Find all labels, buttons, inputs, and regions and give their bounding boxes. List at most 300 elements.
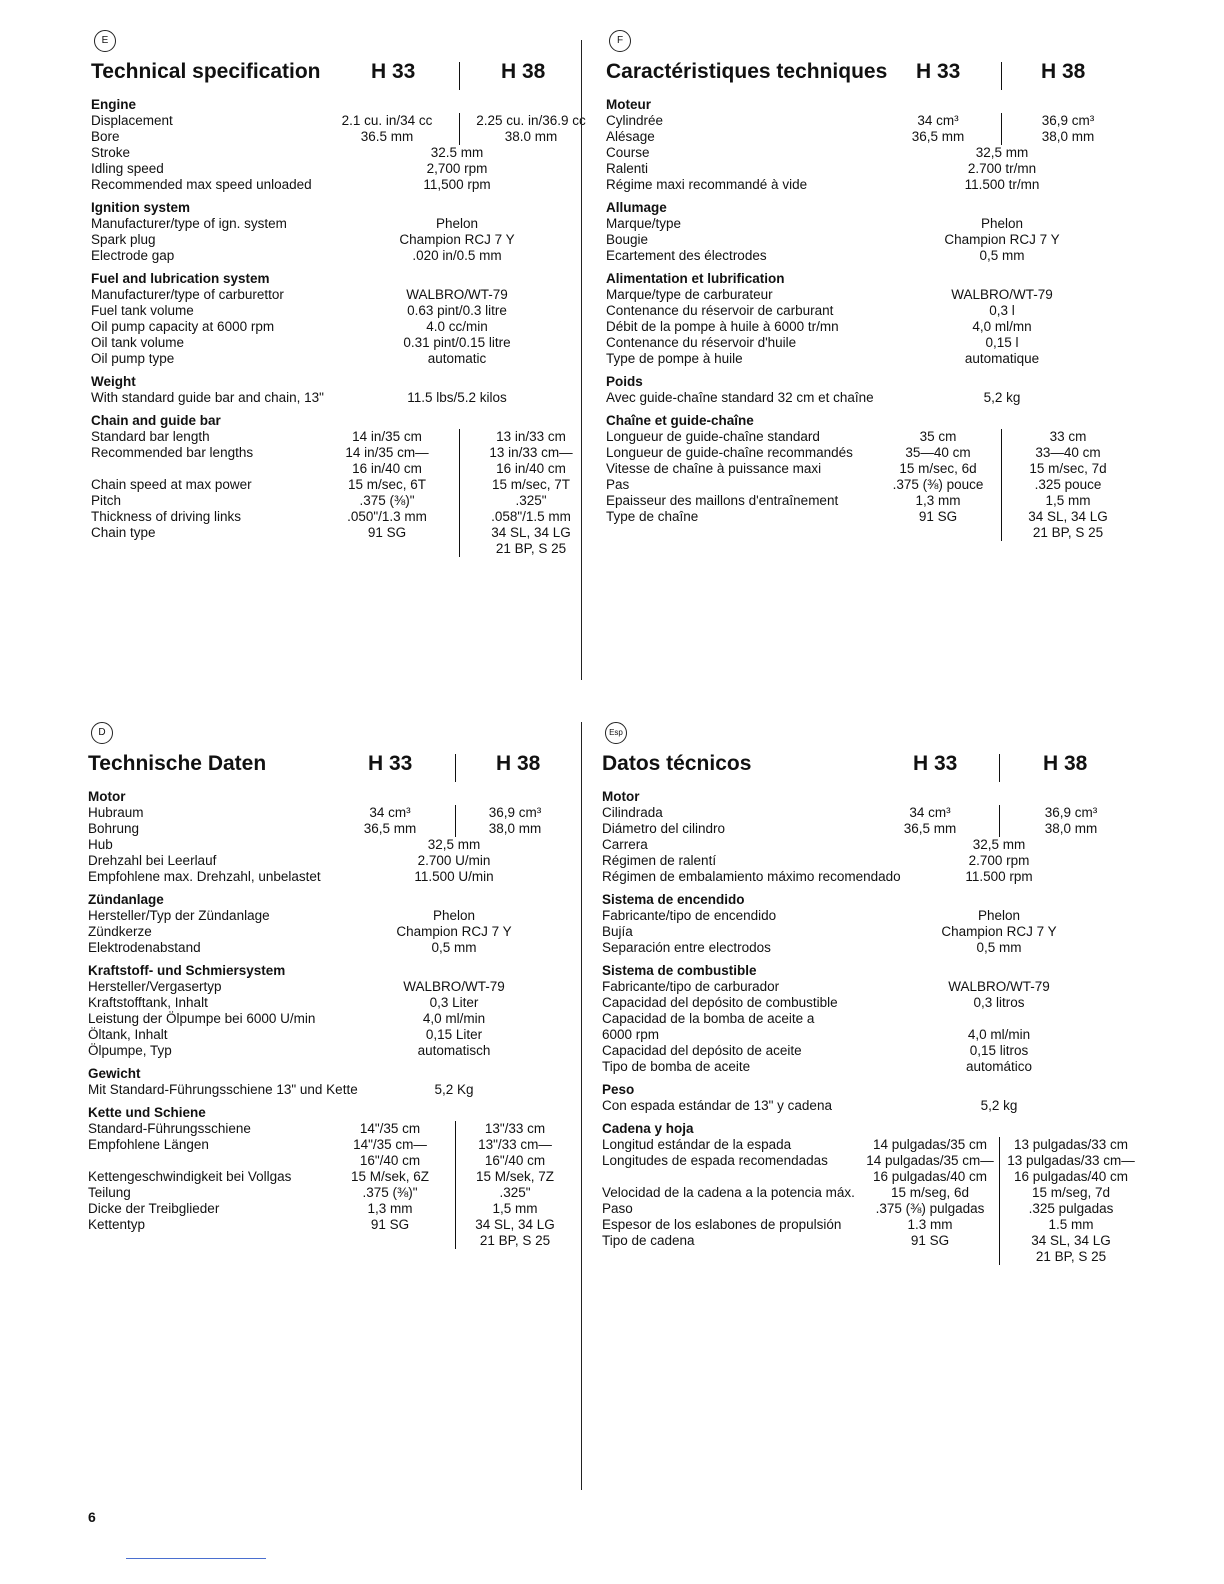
spec-value-h38: 1,5 mm	[1045, 493, 1091, 508]
spec-label: Longitudes de espada recomendadas	[602, 1153, 828, 1168]
spec-value-h38: 21 BP, S 25	[1032, 525, 1104, 540]
section-title: Datos técnicos	[602, 752, 752, 775]
spec-row	[91, 232, 586, 248]
value-divider	[1001, 525, 1002, 541]
model-divider	[459, 62, 460, 90]
model-divider	[999, 754, 1000, 782]
spec-value-h33: 91 SG	[910, 1233, 950, 1248]
spec-label: Débit de la pompe à huile à 6000 tr/mn	[606, 319, 839, 334]
spec-label: Oil pump capacity at 6000 rpm	[91, 319, 275, 334]
spec-row	[602, 1185, 1147, 1201]
spec-value-shared: 4.0 cc/min	[426, 319, 488, 334]
spec-value-h33: 91 SG	[367, 525, 407, 540]
value-divider	[1001, 129, 1002, 145]
spec-row	[88, 1201, 558, 1217]
spec-row	[606, 303, 1126, 319]
spec-value-h38: 16"/40 cm	[484, 1153, 546, 1168]
value-divider	[1001, 477, 1002, 493]
spec-value-shared: WALBRO/WT-79	[403, 979, 505, 994]
spec-row	[91, 445, 586, 461]
spec-label: Cylindrée	[606, 113, 664, 128]
spec-label: Diámetro del cilindro	[602, 821, 726, 836]
spec-label: Bohrung	[88, 821, 140, 836]
spec-value-h33: 15 m/sec, 6d	[899, 461, 977, 476]
spec-value-h38: 36,9 cm³	[1041, 113, 1095, 128]
spec-label: Régimen de embalamiento máximo recomendado	[602, 869, 901, 884]
spec-value-shared: Champion RCJ 7 Y	[944, 232, 1060, 247]
spec-value-shared: 0,5 mm	[979, 248, 1025, 263]
spec-value-h33: 1.3 mm	[907, 1217, 953, 1232]
spec-value-h38: 15 m/sec, 7T	[491, 477, 571, 492]
spec-row	[606, 390, 1126, 406]
spec-label: With standard guide bar and chain, 13"	[91, 390, 324, 405]
spec-row	[602, 1059, 1147, 1075]
spec-label: Fabricante/tipo de carburador	[602, 979, 780, 994]
spec-section-heading: Kraftstoff- und Schmiersystem	[88, 963, 286, 978]
spec-section-heading: Moteur	[606, 97, 651, 112]
spec-value-h38: 34 SL, 34 LG	[1031, 1233, 1111, 1248]
spec-row	[602, 1249, 1147, 1265]
spec-row	[606, 129, 1126, 145]
model-divider	[1001, 62, 1002, 90]
section-title: Caractéristiques techniques	[606, 60, 888, 83]
section-title: Technische Daten	[88, 752, 267, 775]
spec-label: Mit Standard-Führungsschiene 13" und Kette	[88, 1082, 358, 1097]
spec-value-h38: 13 in/33 cm—	[489, 445, 573, 460]
spec-value-shared: 0,15 l	[985, 335, 1019, 350]
spec-row	[602, 940, 1147, 956]
spec-value-h38: 38,0 mm	[488, 821, 542, 836]
spec-label: Hubraum	[88, 805, 144, 820]
spec-row	[91, 390, 586, 406]
value-divider	[459, 113, 460, 129]
spec-section-heading: Poids	[606, 374, 643, 389]
spec-row	[606, 248, 1126, 264]
spec-value-h38: .325"	[499, 1185, 531, 1200]
spec-value-shared: 0,15 litros	[969, 1043, 1029, 1058]
spec-value-h33: 36.5 mm	[360, 129, 414, 144]
spec-label: Chain type	[91, 525, 156, 540]
value-divider	[459, 541, 460, 557]
spec-label: Drehzahl bei Leerlauf	[88, 853, 217, 868]
spec-value-shared: 4,0 ml/mn	[972, 319, 1032, 334]
spec-value-shared: 0,15 Liter	[425, 1027, 483, 1042]
spec-row	[602, 1027, 1147, 1043]
value-divider	[459, 493, 460, 509]
spec-label: Öltank, Inhalt	[88, 1027, 168, 1042]
spec-value-h38: 34 SL, 34 LG	[491, 525, 571, 540]
spec-value-h33: 14 pulgadas/35 cm—	[866, 1153, 994, 1168]
spec-label: Type de pompe à huile	[606, 351, 743, 366]
spec-value-shared: 5,2 Kg	[434, 1082, 474, 1097]
spec-value-shared: 11,500 rpm	[423, 177, 491, 192]
spec-label: Displacement	[91, 113, 173, 128]
spec-label: Capacidad del depósito de aceite	[602, 1043, 802, 1058]
spec-value-h33: 14 in/35 cm—	[345, 445, 429, 460]
value-divider	[999, 1201, 1000, 1217]
spec-value-h33: 2.1 cu. in/34 cc	[341, 113, 433, 128]
spec-value-h38: 15 m/seg, 7d	[1031, 1185, 1111, 1200]
spec-label: Espesor de los eslabones de propulsión	[602, 1217, 842, 1232]
spec-value-shared: 2,700 rpm	[426, 161, 488, 176]
spec-value-h38: 38.0 mm	[504, 129, 558, 144]
value-divider	[999, 1249, 1000, 1265]
spec-value-h33: .375 (⅜) pulgadas	[875, 1201, 985, 1216]
value-divider	[999, 1153, 1000, 1169]
spec-value-shared: Champion RCJ 7 Y	[396, 924, 512, 939]
spec-row	[88, 940, 558, 956]
spec-value-h33: 1,3 mm	[367, 1201, 413, 1216]
spec-row	[91, 303, 586, 319]
spec-value-h33: 34 cm³	[917, 113, 959, 128]
value-divider	[455, 1185, 456, 1201]
spec-value-h33: 36,5 mm	[903, 821, 957, 836]
value-divider	[999, 1185, 1000, 1201]
spec-row	[602, 1217, 1147, 1233]
value-divider	[455, 1217, 456, 1233]
model-divider	[455, 754, 456, 782]
spec-section-heading: Gewicht	[88, 1066, 141, 1081]
spec-section-heading: Engine	[91, 97, 137, 112]
spec-value-h33: 35—40 cm	[905, 445, 971, 460]
value-divider	[459, 461, 460, 477]
spec-value-h33: 34 cm³	[909, 805, 951, 820]
spec-row	[91, 177, 586, 193]
spec-row	[88, 1185, 558, 1201]
spec-row	[88, 979, 558, 995]
spec-section-heading: Fuel and lubrication system	[91, 271, 270, 286]
footer-rule	[126, 1558, 266, 1559]
spec-row	[606, 477, 1126, 493]
spec-row	[91, 525, 586, 541]
spec-value-h38: 33 cm	[1049, 429, 1087, 444]
spec-row	[88, 1027, 558, 1043]
spec-row	[602, 869, 1147, 885]
spec-label: Tipo de bomba de aceite	[602, 1059, 751, 1074]
spec-value-h33: 14 pulgadas/35 cm	[872, 1137, 988, 1152]
spec-row	[606, 232, 1126, 248]
spec-label: Oil pump type	[91, 351, 175, 366]
spec-label: Ölpumpe, Typ	[88, 1043, 172, 1058]
spec-row	[91, 129, 586, 145]
spec-value-h33: 34 cm³	[369, 805, 411, 820]
spec-label: Marque/type	[606, 216, 682, 231]
spec-value-shared: WALBRO/WT-79	[406, 287, 508, 302]
spec-label: Fabricante/tipo de encendido	[602, 908, 777, 923]
spec-label: Capacidad del depósito de combustible	[602, 995, 838, 1010]
spec-label: Course	[606, 145, 650, 160]
spec-label: Type de chaîne	[606, 509, 699, 524]
model-h38-label: H 38	[1041, 60, 1086, 83]
value-divider	[1001, 429, 1002, 445]
spec-row	[606, 351, 1126, 367]
value-divider	[459, 445, 460, 461]
spec-section-heading: Sistema de combustible	[602, 963, 757, 978]
spec-label: Standard-Führungsschiene	[88, 1121, 251, 1136]
spec-value-h33: 14"/35 cm—	[353, 1137, 427, 1152]
value-divider	[999, 1137, 1000, 1153]
spec-label: Pitch	[91, 493, 122, 508]
column-divider-top	[581, 40, 582, 680]
spec-section-heading: Motor	[602, 789, 640, 804]
spec-value-shared: 0,3 litros	[973, 995, 1025, 1010]
model-h33-label: H 33	[913, 752, 958, 775]
spec-row	[88, 1153, 558, 1169]
spec-row	[91, 541, 586, 557]
spec-value-shared: automatisch	[417, 1043, 491, 1058]
model-h33-label: H 33	[916, 60, 961, 83]
spec-label: Contenance du réservoir de carburant	[606, 303, 834, 318]
spec-row	[602, 1153, 1147, 1169]
spec-row	[88, 908, 558, 924]
spec-value-shared: 11.500 rpm	[965, 869, 1033, 884]
spec-value-h33: .050"/1.3 mm	[347, 509, 427, 524]
value-divider	[455, 821, 456, 837]
spec-value-h33: 36,5 mm	[363, 821, 417, 836]
page-number: 6	[88, 1509, 96, 1525]
spec-row	[602, 924, 1147, 940]
spec-value-shared: 2.700 rpm	[968, 853, 1030, 868]
spec-label: Dicke der Treibglieder	[88, 1201, 220, 1216]
spec-value-shared: .020 in/0.5 mm	[412, 248, 502, 263]
spec-label: Ralenti	[606, 161, 649, 176]
spec-label: Bujía	[602, 924, 633, 939]
spec-panel-french	[606, 30, 1126, 541]
spec-value-h33: 15 m/seg, 6d	[890, 1185, 970, 1200]
spec-label: Chain speed at max power	[91, 477, 252, 492]
spec-label: Régimen de ralentí	[602, 853, 717, 868]
spec-value-shared: Phelon	[977, 908, 1021, 923]
spec-row	[88, 1233, 558, 1249]
language-badge: E	[94, 30, 116, 52]
spec-row	[91, 113, 586, 129]
spec-label: Alésage	[606, 129, 655, 144]
value-divider	[1001, 493, 1002, 509]
spec-value-shared: Phelon	[432, 908, 476, 923]
spec-section-heading: Allumage	[606, 200, 667, 215]
model-h38-label: H 38	[501, 60, 546, 83]
spec-row	[602, 1098, 1147, 1114]
spec-label: Spark plug	[91, 232, 156, 247]
spec-row	[602, 908, 1147, 924]
spec-value-h38: 13"/33 cm	[484, 1121, 546, 1136]
spec-value-shared: 5,2 kg	[980, 1098, 1018, 1113]
spec-row	[606, 319, 1126, 335]
spec-value-h38: 34 SL, 34 LG	[1028, 509, 1108, 524]
spec-label: Avec guide-chaîne standard 32 cm et chaîne	[606, 390, 874, 405]
spec-label: Hersteller/Typ der Zündanlage	[88, 908, 270, 923]
spec-label: Manufacturer/type of carburettor	[91, 287, 284, 302]
spec-value-shared: 5,2 kg	[983, 390, 1021, 405]
spec-label: Separación entre electrodos	[602, 940, 771, 955]
value-divider	[1001, 509, 1002, 525]
spec-row	[602, 1137, 1147, 1153]
spec-label: Contenance du réservoir d'huile	[606, 335, 797, 350]
spec-value-h38: 16 in/40 cm	[496, 461, 566, 476]
spec-label: Elektrodenabstand	[88, 940, 201, 955]
spec-value-shared: Champion RCJ 7 Y	[941, 924, 1057, 939]
spec-label: Kraftstofftank, Inhalt	[88, 995, 208, 1010]
spec-value-h38: 13"/33 cm—	[478, 1137, 552, 1152]
spec-row	[606, 177, 1126, 193]
spec-row	[88, 924, 558, 940]
spec-value-h38: .325 pulgadas	[1028, 1201, 1114, 1216]
value-divider	[459, 525, 460, 541]
spec-row	[91, 335, 586, 351]
value-divider	[459, 429, 460, 445]
spec-label: Bougie	[606, 232, 649, 247]
spec-value-h38: 13 pulgadas/33 cm—	[1007, 1153, 1135, 1168]
spec-value-shared: 0.63 pint/0.3 litre	[407, 303, 507, 318]
spec-value-shared: 11.500 U/min	[414, 869, 494, 884]
spec-section-heading: Peso	[602, 1082, 635, 1097]
spec-value-h38: 36,9 cm³	[488, 805, 542, 820]
value-divider	[455, 1233, 456, 1249]
spec-label: Stroke	[91, 145, 131, 160]
spec-value-shared: 4,0 ml/min	[422, 1011, 486, 1026]
value-divider	[455, 1121, 456, 1137]
spec-row	[88, 1082, 558, 1098]
spec-value-h38: 38,0 mm	[1044, 821, 1098, 836]
spec-section-heading: Sistema de encendido	[602, 892, 745, 907]
spec-value-h38: .325"	[515, 493, 547, 508]
spec-label: Empfohlene max. Drehzahl, unbelastet	[88, 869, 321, 884]
value-divider	[455, 1137, 456, 1153]
spec-row	[602, 979, 1147, 995]
language-badge: F	[609, 30, 631, 52]
spec-value-h33: 16 pulgadas/40 cm	[872, 1169, 988, 1184]
spec-row	[91, 477, 586, 493]
spec-label: Pas	[606, 477, 630, 492]
spec-label: Con espada estándar de 13" y cadena	[602, 1098, 832, 1113]
spec-row	[606, 493, 1126, 509]
spec-row	[602, 1201, 1147, 1217]
spec-label: Thickness of driving links	[91, 509, 242, 524]
value-divider	[455, 1201, 456, 1217]
spec-value-h38: 33—40 cm	[1035, 445, 1101, 460]
spec-row	[88, 1043, 558, 1059]
spec-row	[91, 509, 586, 525]
spec-row	[602, 1043, 1147, 1059]
spec-value-shared: automático	[965, 1059, 1033, 1074]
spec-row	[91, 145, 586, 161]
spec-label: Longitud estándar de la espada	[602, 1137, 792, 1152]
spec-value-h33: .375 (⅜) pouce	[892, 477, 984, 492]
spec-row	[91, 493, 586, 509]
spec-label: Recommended max speed unloaded	[91, 177, 312, 192]
spec-row	[88, 1137, 558, 1153]
spec-row	[88, 805, 558, 821]
spec-value-shared: WALBRO/WT-79	[948, 979, 1050, 994]
spec-row	[91, 161, 586, 177]
spec-value-h33: .375 (⅜)"	[359, 493, 415, 508]
spec-row	[606, 113, 1126, 129]
model-h33-label: H 33	[371, 60, 416, 83]
spec-value-h38: 21 BP, S 25	[479, 1233, 551, 1248]
spec-section-heading: Chaîne et guide-chaîne	[606, 413, 754, 428]
spec-row	[606, 161, 1126, 177]
spec-row	[606, 461, 1126, 477]
spec-value-shared: 2.700 tr/mn	[967, 161, 1037, 176]
model-h33-label: H 33	[368, 752, 413, 775]
spec-row	[91, 319, 586, 335]
language-badge: D	[91, 722, 113, 744]
spec-label: Tipo de cadena	[602, 1233, 695, 1248]
value-divider	[999, 1169, 1000, 1185]
spec-label: 6000 rpm	[602, 1027, 660, 1042]
spec-row	[606, 509, 1126, 525]
spec-row	[91, 351, 586, 367]
value-divider	[1001, 113, 1002, 129]
spec-label: Longueur de guide-chaîne recommandés	[606, 445, 853, 460]
spec-value-h38: 21 BP, S 25	[495, 541, 567, 556]
spec-value-h33: 16 in/40 cm	[352, 461, 422, 476]
spec-value-shared: 0,3 l	[989, 303, 1015, 318]
spec-label: Kettengeschwindigkeit bei Vollgas	[88, 1169, 292, 1184]
spec-value-shared: 2.700 U/min	[417, 853, 491, 868]
spec-value-shared: 11.5 lbs/5.2 kilos	[407, 390, 507, 405]
spec-row	[88, 1121, 558, 1137]
spec-value-h33: 91 SG	[370, 1217, 410, 1232]
spec-row	[602, 1233, 1147, 1249]
spec-label: Hersteller/Vergasertyp	[88, 979, 222, 994]
spec-row	[88, 1217, 558, 1233]
spec-row	[606, 445, 1126, 461]
spec-value-h33: 14"/35 cm	[359, 1121, 421, 1136]
spec-label: Longueur de guide-chaîne standard	[606, 429, 820, 444]
spec-section-heading: Weight	[91, 374, 136, 389]
spec-label: Ecartement des électrodes	[606, 248, 767, 263]
spec-value-h38: 2.25 cu. in/36.9 cc	[476, 113, 586, 128]
spec-row	[91, 216, 586, 232]
spec-row	[606, 525, 1126, 541]
spec-label: Oil tank volume	[91, 335, 185, 350]
spec-label: Capacidad de la bomba de aceite a	[602, 1011, 815, 1026]
spec-row	[606, 429, 1126, 445]
spec-value-h33: 16"/40 cm	[359, 1153, 421, 1168]
spec-value-h38: 21 BP, S 25	[1035, 1249, 1107, 1264]
spec-value-h38: 38,0 mm	[1041, 129, 1095, 144]
spec-row	[91, 287, 586, 303]
spec-label: Empfohlene Längen	[88, 1137, 209, 1152]
language-badge: Esp	[605, 722, 627, 744]
spec-value-h38: 13 pulgadas/33 cm	[1013, 1137, 1129, 1152]
spec-label: Fuel tank volume	[91, 303, 194, 318]
value-divider	[999, 821, 1000, 837]
value-divider	[999, 805, 1000, 821]
value-divider	[1001, 445, 1002, 461]
spec-row	[602, 837, 1147, 853]
spec-row	[602, 995, 1147, 1011]
model-h38-label: H 38	[1043, 752, 1088, 775]
spec-value-shared: Phelon	[980, 216, 1024, 231]
spec-value-h38: 16 pulgadas/40 cm	[1013, 1169, 1129, 1184]
spec-label: Marque/type de carburateur	[606, 287, 773, 302]
spec-value-h33: .375 (⅜)"	[362, 1185, 418, 1200]
spec-value-shared: 32,5 mm	[972, 837, 1026, 852]
column-divider-bottom	[581, 722, 582, 1490]
value-divider	[459, 129, 460, 145]
spec-label: Zündkerze	[88, 924, 152, 939]
spec-row	[606, 287, 1126, 303]
spec-header	[606, 60, 1126, 90]
spec-value-shared: 0,3 Liter	[429, 995, 479, 1010]
value-divider	[455, 805, 456, 821]
spec-section-heading: Motor	[88, 789, 126, 804]
spec-value-h38: 1.5 mm	[1048, 1217, 1094, 1232]
spec-row	[606, 335, 1126, 351]
spec-value-h33: 15 m/sec, 6T	[347, 477, 427, 492]
